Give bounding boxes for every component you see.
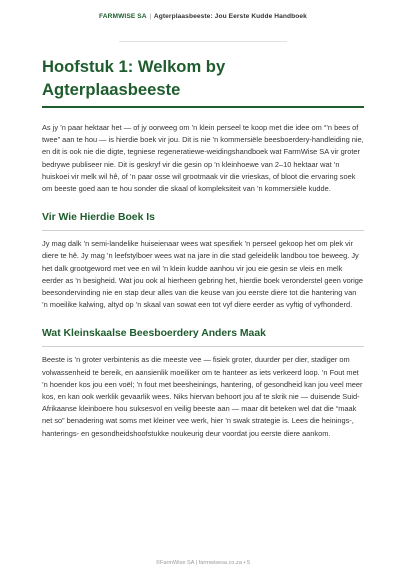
section-heading-audience: Vir Wie Hierdie Boek Is: [42, 212, 155, 224]
section-divider: [42, 346, 364, 347]
section-heading-differences: Wat Kleinskaalse Beesboerdery Anders Maak: [42, 328, 266, 340]
page-content: [42, 55, 364, 440]
intro-paragraph: As jy ’n paar hektaar het — of jy oorweeg om ’n klein perseel te koop met die idee om “’n bees of twee” aan te hou — is hierdie boek vir jou. Dit is nie ’n kommersiële beesboerdery-handleiding nie, en dit is ook nie die digte, tegniese regeneratiewe-weidingshandboek wat FarmWise SA vir groter bedrywe publiseer nie. Dit is geskryf vir die gesin op ’n kleinhoewe van 2–10 hektaar wat ’n huiskoei vir melk wil hê, of ’n paar osse wil grootmaak vir die vrieskas, of bloot die ervaring soek om beeste goed aan te hou sonder die skaal of kompleksiteit van ’n kommersiële kudde.: [42, 123, 364, 194]
header-separator: |: [149, 13, 152, 20]
section-paragraph-audience: Jy mag dalk ’n semi-landelike huiseienaar wees wat spesifiek ’n perseel gekoop het om plek vir diere te hê. Jy mag ’n leefstylboer wees wat na jare in die stad geleidelik landbou toe beweeg. Jy het dalk grootgeword met vee en wil ’n klein kudde aanhou vir jou eie gesin se vleis en melk eerder as ’n besigheid. Wat jou ook al hierheen gebring het, hierdie boek veronderstel geen vorige beesondervinding nie en stap deur alles van die keuse van jou eerste diere tot die hantering van ’n moeilike kalwing, altyd op ’n skaal van sowat een tot vyf diere eerder as vyftig of vyfhonderd.: [42, 239, 364, 310]
chapter-title: Hoofstuk 1: Welkom by Agterplaasbeeste: [42, 57, 226, 99]
header-divider: [119, 41, 287, 42]
book-title: Agterplaasbeeste: Jou Eerste Kudde Handboek: [153, 13, 307, 20]
section-divider: [42, 230, 364, 231]
running-header: [0, 13, 406, 20]
section-paragraph-differences: Beeste is ’n groter verbintenis as die meeste vee — fisiek groter, duurder per dier, stadiger om volwassenheid te bereik, en aansienlik moeiliker om te hanteer as iets verkeerd loop. ’n Fout met ’n hoender kos jou een voël; ’n fout met beesheinings, hantering, of gesondheid kan jou veel meer kos, en kan ook werklik gevaarlik wees. Niks hiervan behoort jou af te skrik nie — duisende Suid-Afrikaanse kleinboere hou suksesvol en veilig beeste aan — maar dit beteken wel dat die “maak net so” benadering wat soms met kleiner vee werk, hier ’n swak strategie is. Lees die heinings-, hanterings- en gesondheidshoofstukke noukeurig deur voordat jou eerste diere aankom.: [42, 355, 363, 438]
brand-name: FARMWISE SA: [99, 13, 147, 20]
chapter-title-rule: [42, 106, 364, 108]
page-footer: ©FarmWise SA | farmwisesa.co.za • 5: [155, 560, 251, 566]
